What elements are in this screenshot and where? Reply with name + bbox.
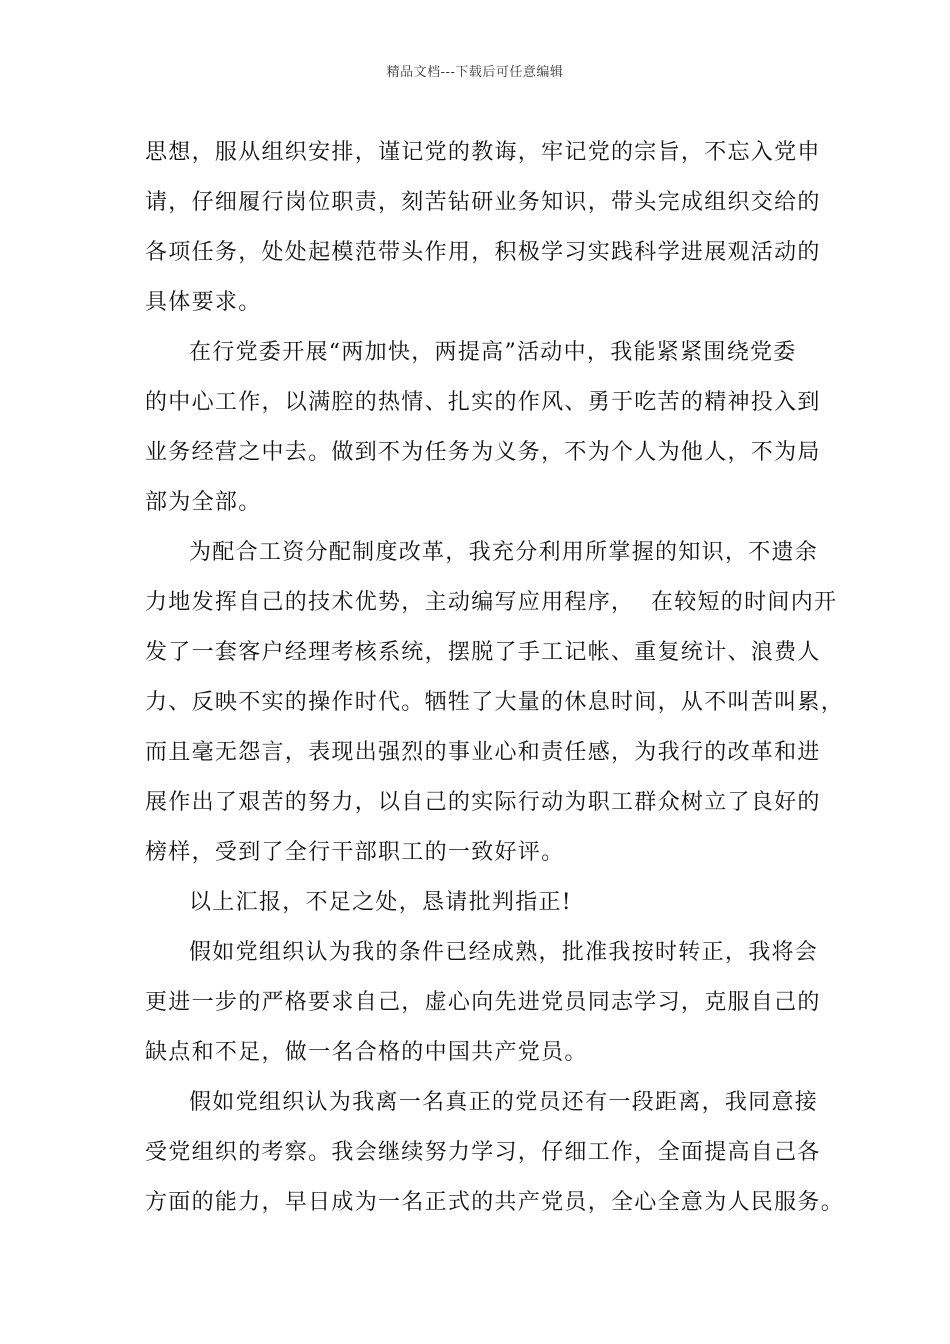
- paragraph-6: [145, 1078, 845, 1228]
- text-line: 缺点和不足，做一名合格的中国共产党员。: [145, 1040, 588, 1065]
- paragraph-3: [145, 528, 845, 878]
- text-line: 思想，服从组织安排，谨记党的教诲，牢记党的宗旨，不忘入党申: [145, 140, 821, 165]
- text-line: 展作出了艰苦的努力，以自己的实际行动为职工群众树立了良好的: [145, 790, 821, 815]
- text-line: 发了一套客户经理考核系统，摆脱了手工记帐、重复统计、浪费人: [145, 640, 821, 665]
- text-line: 以上汇报，不足之处，恳请批判指正!: [189, 890, 572, 915]
- text-line: 请，仔细履行岗位职责，刻苦钻研业务知识，带头完成组织交给的: [145, 190, 821, 215]
- text-line: 力、反映不实的操作时代。牺牲了大量的休息时间，从不叫苦叫累，: [145, 690, 845, 715]
- text-line: 在行党委开展“两加快，两提高”活动中，我能紧紧围绕党委: [189, 340, 797, 365]
- text-line: 更进一步的严格要求自己，虚心向先进党员同志学习，克服自己的: [145, 990, 821, 1015]
- text-line: 具体要求。: [145, 290, 262, 315]
- text-line: 假如党组织认为我离一名真正的党员还有一段距离，我同意接: [189, 1090, 819, 1115]
- text-line: 部为全部。: [145, 490, 262, 515]
- text-line: 业务经营之中去。做到不为任务为义务，不为个人为他人，不为局: [145, 440, 821, 465]
- text-line: 的中心工作，以满腔的热情、扎实的作风、勇于吃苦的精神投入到: [145, 390, 821, 415]
- text-line: 受党组织的考察。我会继续努力学习，仔细工作，全面提高自己各: [145, 1140, 821, 1165]
- text-line: 为配合工资分配制度改革，我充分利用所掌握的知识，不遗余: [189, 540, 819, 565]
- paragraph-4: [145, 878, 835, 928]
- text-line: 各项任务，处处起模范带头作用，积极学习实践科学进展观活动的: [145, 240, 821, 265]
- paragraph-1: [145, 128, 835, 328]
- paragraph-5: [145, 928, 835, 1078]
- paragraph-2: [145, 328, 835, 528]
- document-body: [145, 128, 845, 1228]
- page-header: 精品文档---下载后可任意编辑: [386, 65, 564, 80]
- text-line: 榜样，受到了全行干部职工的一致好评。: [145, 840, 565, 865]
- text-line: 力地发挥自己的技术优势，主动编写应用程序， 在较短的时间内开: [145, 590, 838, 615]
- text-line: 而且毫无怨言，表现出强烈的事业心和责任感，为我行的改革和进: [145, 740, 821, 765]
- text-line: 假如党组织认为我的条件已经成熟，批准我按时转正，我将会: [189, 940, 819, 965]
- text-line: 方面的能力，早日成为一名正式的共产党员，全心全意为人民服务。: [145, 1190, 845, 1215]
